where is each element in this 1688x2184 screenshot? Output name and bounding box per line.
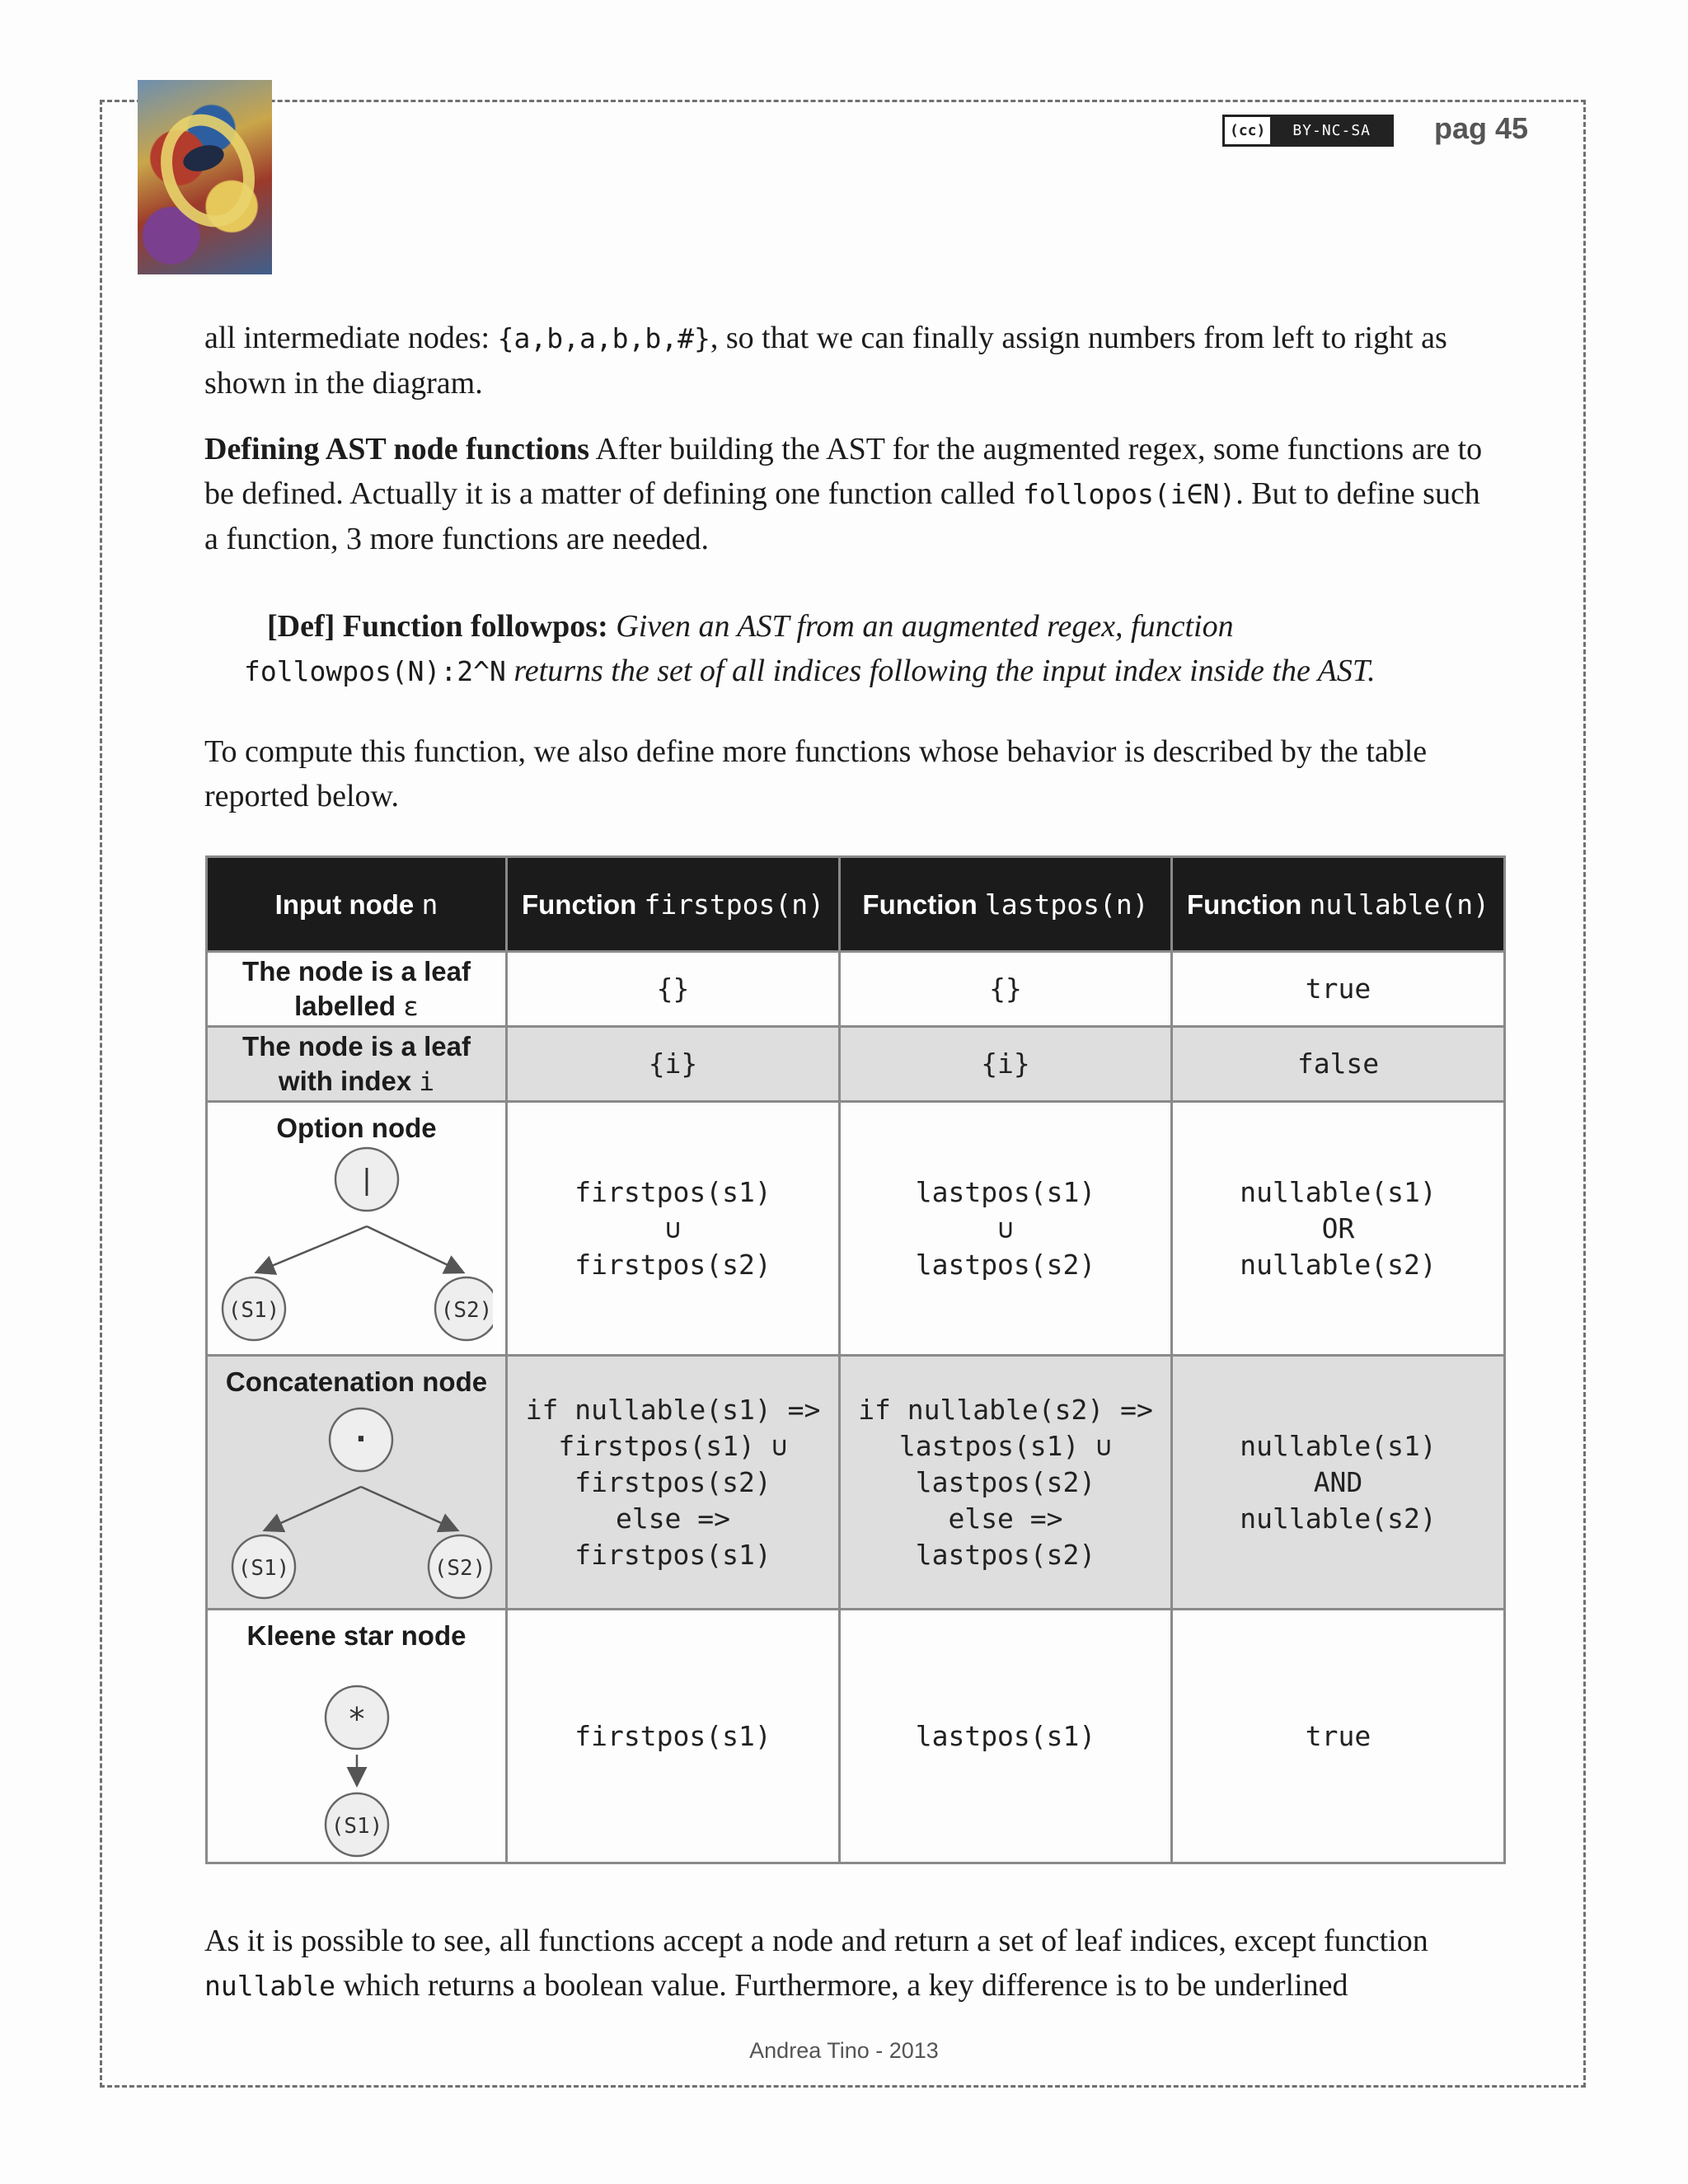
firstpos-cell: firstpos(s1) xyxy=(507,1610,840,1863)
header-nullable: Function nullable(n) xyxy=(1172,857,1505,952)
definition-title: [Def] Function followpos: xyxy=(267,609,608,644)
text: After building the AST for the augmented regex, some functions are to be defined. Actually it is a matter of defining one function called xyxy=(204,432,1483,511)
text: all intermediate nodes: xyxy=(204,321,498,355)
concat-operator-label: · xyxy=(351,1420,370,1457)
table-row xyxy=(207,1027,1505,1102)
cc-icon: (cc) xyxy=(1225,117,1272,144)
lastpos-cell: {i} xyxy=(840,1027,1172,1102)
functions-table xyxy=(205,855,1506,1864)
table-row xyxy=(207,1356,1505,1610)
inline-code: {a,b,a,b,b,#} xyxy=(497,322,710,354)
firstpos-cell: firstpos(s1) ∪ firstpos(s2) xyxy=(507,1102,840,1356)
node-cell-option xyxy=(207,1102,507,1356)
nullable-cell: true xyxy=(1172,952,1505,1027)
text: . But to define such a function, 3 more functions are needed. xyxy=(204,476,1480,556)
page-number: pag 45 xyxy=(1434,111,1529,145)
nullable-cell: false xyxy=(1172,1027,1505,1102)
lastpos-cell: if nullable(s2) => lastpos(s1) ∪ lastpos(s2) else => lastpos(s2) xyxy=(840,1356,1172,1610)
paragraph-intermediate-nodes xyxy=(204,316,1490,405)
node-cell-kleene-star xyxy=(207,1610,507,1863)
license-badge xyxy=(1222,115,1394,147)
text: which returns a boolean value. Furthermore, a key difference is to be underlined xyxy=(335,1968,1348,2003)
text: , so that we can finally assign numbers from left to right as shown in the diagram. xyxy=(204,321,1447,401)
node-title: Concatenation node xyxy=(225,1366,488,1397)
lastpos-cell: lastpos(s1) ∪ lastpos(s2) xyxy=(840,1102,1172,1356)
firstpos-cell: {i} xyxy=(507,1027,840,1102)
node-cell-leaf-index: The node is a leaf with index i xyxy=(207,1027,507,1102)
node-title: Kleene star node xyxy=(246,1619,467,1651)
definition-text: returns the set of all indices following the input index inside the AST. xyxy=(505,654,1376,688)
nullable-cell: nullable(s1) OR nullable(s2) xyxy=(1172,1102,1505,1356)
definition-followpos xyxy=(244,604,1497,694)
table-row xyxy=(207,952,1505,1027)
header-lastpos: Function lastpos(n) xyxy=(840,857,1172,952)
license-terms: BY-NC-SA xyxy=(1272,117,1391,144)
table-row xyxy=(207,1102,1505,1356)
lastpos-cell: lastpos(s1) xyxy=(840,1610,1172,1863)
table-row xyxy=(207,1610,1505,1863)
node-cell-concatenation xyxy=(207,1356,507,1610)
kleene-node-diagram xyxy=(221,1652,493,1858)
inline-code: followpos(N):2^N xyxy=(244,655,506,687)
paragraph-conclusion xyxy=(204,1919,1490,2008)
child-s2-label: (S2) xyxy=(440,1297,492,1323)
node-title: Option node xyxy=(276,1112,437,1143)
paragraph-table-intro: To compute this function, we also define more functions whose behavior is described by the table reported below. xyxy=(204,734,1428,813)
header-firstpos: Function firstpos(n) xyxy=(507,857,840,952)
concatenation-node-diagram xyxy=(221,1398,493,1604)
nullable-cell: nullable(s1) AND nullable(s2) xyxy=(1172,1356,1505,1610)
inline-code: nullable xyxy=(204,1970,335,2002)
child-s1-label: (S1) xyxy=(331,1813,382,1839)
page-footer: Andrea Tino - 2013 xyxy=(749,2038,939,2063)
node-cell-leaf-epsilon: The node is a leaf labelled ε xyxy=(207,952,507,1027)
lastpos-cell: {} xyxy=(840,952,1172,1027)
inline-code: follopos(i∈N) xyxy=(1022,478,1236,510)
firstpos-cell: {} xyxy=(507,952,840,1027)
child-s1-label: (S1) xyxy=(237,1555,289,1581)
child-s2-label: (S2) xyxy=(434,1555,485,1581)
header-input-node: Input node n xyxy=(207,857,507,952)
firstpos-cell: if nullable(s1) => firstpos(s1) ∪ firstpos(s2) else => firstpos(s1) xyxy=(507,1356,840,1610)
definition-text: Given an AST from an augmented regex, function xyxy=(607,609,1234,644)
book-cover-image xyxy=(138,80,272,274)
option-node-diagram xyxy=(221,1144,493,1350)
kleene-operator-label: * xyxy=(347,1700,366,1737)
paragraph-defining-functions xyxy=(204,427,1490,561)
child-s1-label: (S1) xyxy=(227,1297,279,1323)
nullable-cell: true xyxy=(1172,1610,1505,1863)
paragraph-heading: Defining AST node functions xyxy=(204,432,590,466)
text: As it is possible to see, all functions accept a node and return a set of leaf indices, except function xyxy=(204,1924,1428,1958)
option-operator-label: | xyxy=(358,1163,375,1197)
